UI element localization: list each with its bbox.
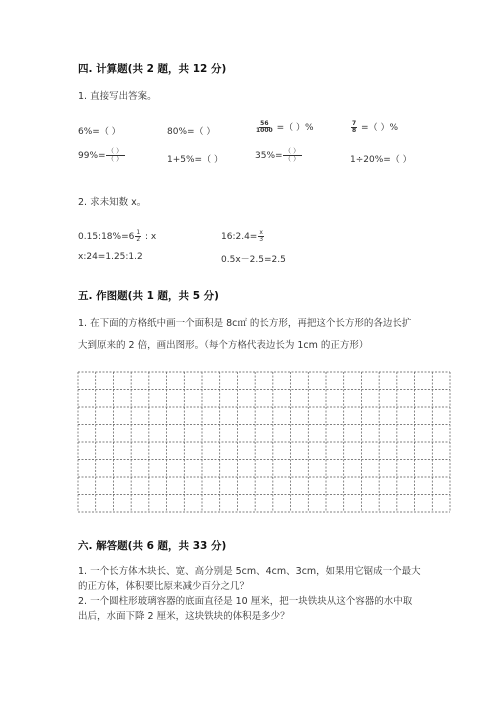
word-problem-1-line-1: 1. 一个长方体木块长、宽、高分别是 5cm、4cm、3cm，如果用它锯成一个最大 <box>78 566 421 577</box>
section-4-heading: 四. 计算题(共 2 题，共 12 分) <box>78 63 227 75</box>
section-5-heading: 五. 作图题(共 1 题，共 5 分) <box>78 290 219 302</box>
question-1-title: 1. 直接写出答案。 <box>78 91 157 102</box>
fraction-x-3: $\frac{x}{3}$ <box>259 229 264 243</box>
problem-1h: 1÷20%=（ ） <box>350 155 412 165</box>
equation-2: 16:2.4= $\frac{x}{3}$ <box>221 229 264 243</box>
equation-4: 0.5x－2.5=2.5 <box>221 255 286 265</box>
fraction-7-8: $\frac{7}{8}$ <box>352 120 357 134</box>
problem-1d: $\frac{7}{8}$ =（ ）% <box>352 120 399 134</box>
section-6-heading: 六. 解答题(共 6 题，共 33 分) <box>78 540 227 552</box>
fraction-1-2: $\frac{1}{2}$ <box>136 229 141 243</box>
fraction-56-1000: $\frac{56}{1000}$ <box>256 120 273 134</box>
problem-1c: $\frac{56}{1000}$ =（ ）% <box>256 120 314 134</box>
word-problem-2-line-2: 出后，水面下降 2 厘米，这块铁块的体积是多少？ <box>78 611 290 622</box>
equation-1: 0.15:18%=6 $\frac{1}{2}$ : x <box>78 229 157 243</box>
drawing-problem-line-1: 1. 在下面的方格纸中画一个面积是 8c㎡ 的长方形，再把这个长方形的各边长扩 <box>78 318 412 329</box>
drawing-problem-line-2: 大到原来的 2 倍，画出图形。（每个方格代表边长为 1cm 的正方形） <box>78 340 369 351</box>
blank-fraction: $\frac{( )}{( )}$ <box>284 147 300 163</box>
grid-paper <box>77 371 451 513</box>
word-problem-1-line-2: 的正方体，体积要比原来减少百分之几？ <box>78 581 250 592</box>
problem-1b: 80%=（ ） <box>167 127 216 137</box>
equation-3: x:24=1.25:1.2 <box>78 252 143 262</box>
problem-1g: 35%= $\frac{( )}{( )}$ <box>255 147 300 163</box>
question-2-title: 2. 求未知数 x。 <box>78 197 147 208</box>
problem-1a: 6%=（ ） <box>78 127 121 137</box>
word-problem-2-line-1: 2. 一个圆柱形玻璃容器的底面直径是 10 厘米，把一块铁块从这个容器的水中取 <box>78 596 413 607</box>
blank-fraction: $\frac{( )}{( )}$ <box>107 147 123 163</box>
problem-1e: 99%= $\frac{( )}{( )}$ <box>78 147 123 163</box>
problem-1f: 1+5%=（ ） <box>167 155 223 165</box>
